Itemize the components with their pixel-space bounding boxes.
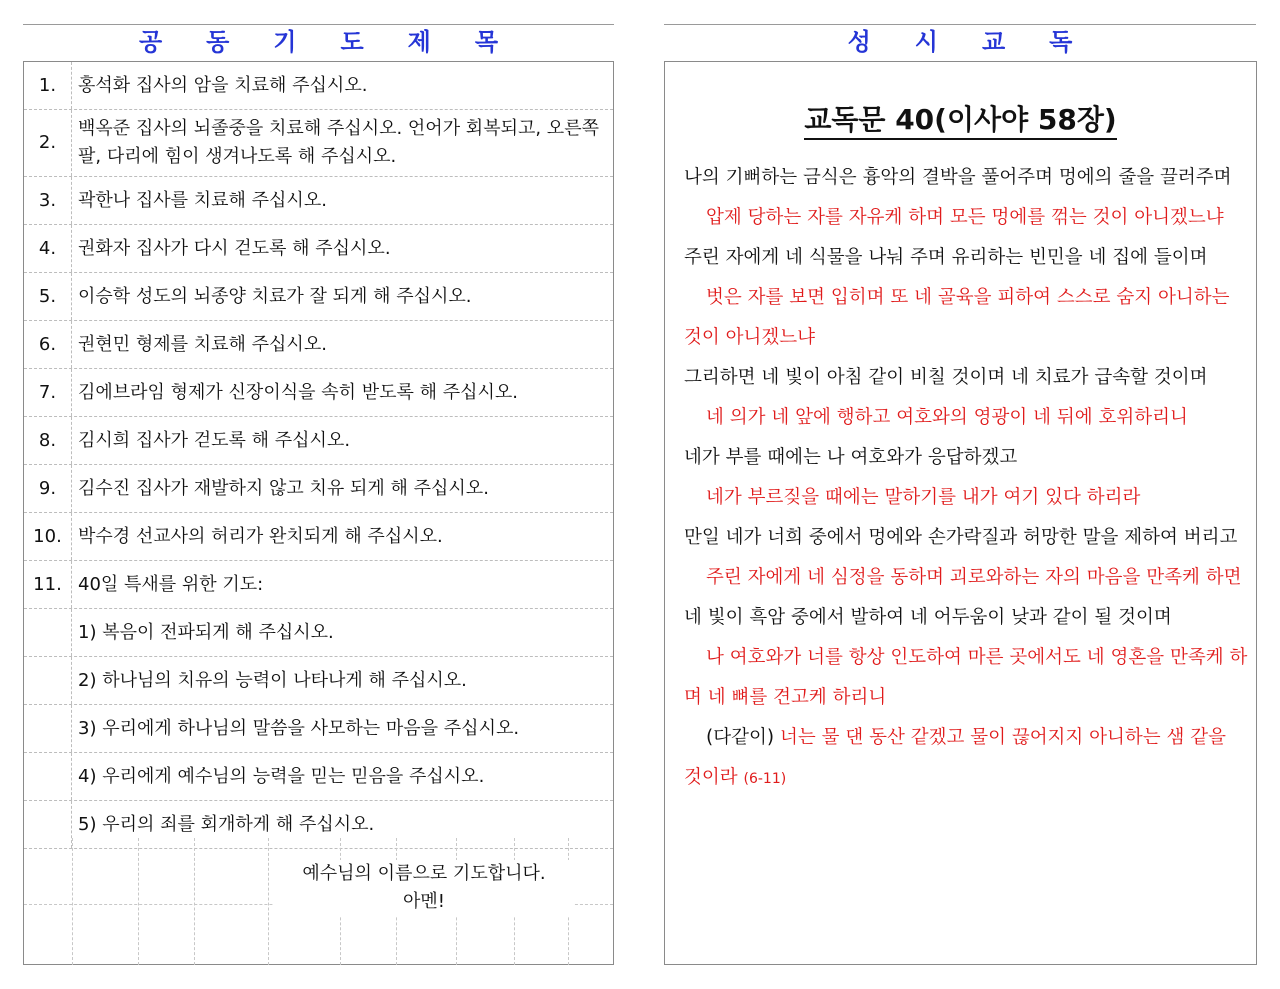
item-number: 2. [24, 110, 72, 176]
list-item [24, 657, 613, 705]
item-number: 8. [24, 417, 72, 464]
item-number: 10. [24, 513, 72, 560]
item-text: 김수진 집사가 재발하지 않고 치유 되게 해 주십시오. [78, 477, 489, 499]
leader-line: 나의 기뻐하는 금식은 흉악의 결박을 풀어주며 멍에의 줄을 끌러주며 [684, 167, 1232, 188]
item-number: 7. [24, 369, 72, 416]
item-text: 백옥준 집사의 뇌졸중을 치료해 주십시오. 언어가 회복되고, 오른쪽 팔, 다리에 힘이 생겨나도록 해 주십시오. [78, 118, 599, 167]
list-item [24, 753, 613, 801]
item-text: 이승학 성도의 뇌종양 치료가 잘 되게 해 주십시오. [78, 285, 472, 307]
item-text: 곽한나 집사를 치료해 주십시오. [78, 189, 327, 211]
item-text: 1) 복음이 전파되게 해 주십시오. [78, 621, 334, 643]
leader-line: 주린 자에게 네 식물을 나눠 주며 유리하는 빈민을 네 집에 들이며 [684, 247, 1208, 268]
prayer-heading: 공동기도제목 [23, 24, 614, 57]
list-item [24, 225, 613, 273]
reading-final-line [684, 718, 1248, 799]
item-text: 홍석화 집사의 암을 치료해 주십시오. [78, 74, 368, 96]
list-item [24, 177, 613, 225]
prayer-panel [23, 61, 614, 965]
closing-line: 예수님의 이름으로 기도합니다. [302, 863, 546, 884]
final-prefix: (다같이) [706, 727, 775, 748]
closing-prayer [274, 860, 574, 916]
list-item [24, 705, 613, 753]
leader-line: 네 빛이 흑암 중에서 발하여 네 어두움이 낮과 같이 될 것이며 [684, 607, 1172, 628]
item-number: 9. [24, 465, 72, 512]
item-number: 5. [24, 273, 72, 320]
item-text: 김시희 집사가 걷도록 해 주십시오. [78, 429, 351, 451]
prayer-list [24, 62, 613, 849]
final-text: 너는 물 댄 동산 같겠고 물이 끊어지지 아니하는 샘 같을 것이라 [684, 727, 1227, 788]
item-text: 40일 특새를 위한 기도: [78, 573, 264, 595]
list-item [24, 465, 613, 513]
item-number: 6. [24, 321, 72, 368]
leader-line: 네가 부를 때에는 나 여호와가 응답하겠고 [684, 447, 1018, 468]
item-number [24, 609, 72, 656]
list-item [24, 273, 613, 321]
reading-heading: 성시교독 [664, 24, 1256, 57]
item-number [24, 657, 72, 704]
item-number [24, 753, 72, 800]
congregation-line: 네 의가 네 앞에 행하고 여호와의 영광이 네 뒤에 호위하리니 [706, 407, 1188, 428]
reading-panel [664, 61, 1257, 965]
congregation-line: 벗은 자를 보면 입히며 또 네 골육을 피하여 스스로 숨지 아니하는 것이 아니겠느냐 [684, 287, 1230, 348]
congregation-line: 주린 자에게 네 심정을 동하며 괴로와하는 자의 마음을 만족케 하면 [706, 567, 1242, 588]
amen: 아멘! [403, 891, 445, 912]
item-text: 김에브라임 형제가 신장이식을 속히 받도록 해 주십시오. [78, 381, 518, 403]
item-number [24, 705, 72, 752]
reading-title-text: 교독문 40(이사야 58장) [804, 103, 1116, 140]
list-item [24, 110, 613, 177]
item-text: 권화자 집사가 다시 걷도록 해 주십시오. [78, 237, 391, 259]
reading-title [665, 98, 1256, 138]
list-item [24, 417, 613, 465]
leader-line: 만일 네가 너희 중에서 멍에와 손가락질과 허망한 말을 제하여 버리고 [684, 527, 1238, 548]
item-text: 3) 우리에게 하나님의 말씀을 사모하는 마음을 주십시오. [78, 717, 520, 739]
item-number: 1. [24, 62, 72, 109]
congregation-line: 나 여호와가 너를 항상 인도하여 마른 곳에서도 네 영혼을 만족케 하며 네 뼈를 견고케 하리니 [684, 647, 1248, 708]
list-item [24, 62, 613, 110]
responsive-reading [684, 158, 1248, 799]
item-text: 박수경 선교사의 허리가 완치되게 해 주십시오. [78, 525, 443, 547]
congregation-line: 압제 당하는 자를 자유케 하며 모든 멍에를 꺾는 것이 아니겠느냐 [706, 207, 1224, 228]
item-text: 권현민 형제를 치료해 주십시오. [78, 333, 327, 355]
item-number: 3. [24, 177, 72, 224]
list-item [24, 513, 613, 561]
closing-area [24, 838, 613, 965]
item-number: 11. [24, 561, 72, 608]
list-item [24, 321, 613, 369]
leader-line: 그리하면 네 빛이 아침 같이 비칠 것이며 네 치료가 급속할 것이며 [684, 367, 1208, 388]
item-text: 4) 우리에게 예수님의 능력을 믿는 믿음을 주십시오. [78, 765, 485, 787]
congregation-line: 네가 부르짖을 때에는 말하기를 내가 여기 있다 하리라 [706, 487, 1141, 508]
item-text: 2) 하나님의 치유의 능력이 나타나게 해 주십시오. [78, 669, 467, 691]
list-item [24, 369, 613, 417]
item-text: 5) 우리의 죄를 회개하게 해 주십시오. [78, 813, 375, 835]
list-item [24, 609, 613, 657]
scripture-ref: (6-11) [743, 771, 787, 787]
list-item [24, 561, 613, 609]
item-number: 4. [24, 225, 72, 272]
